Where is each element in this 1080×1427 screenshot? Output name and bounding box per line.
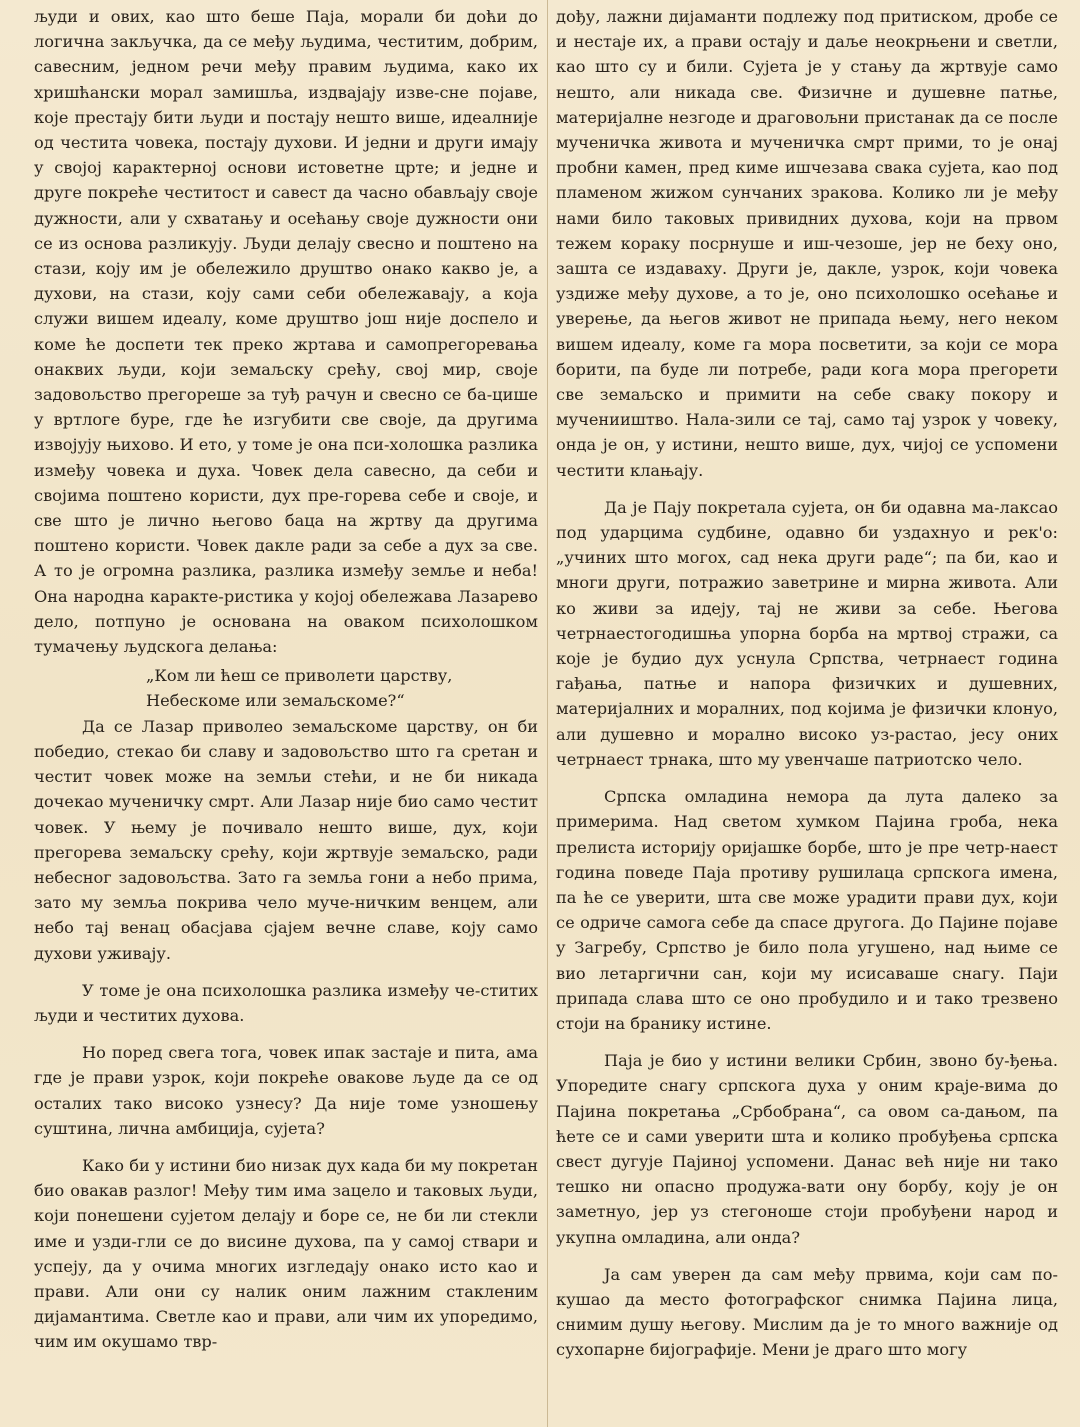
paragraph-left-3: У томе је она психолошка разлика између че-ститих људи и честитих духова.	[34, 980, 538, 1025]
paragraph-right-3: Српска омладина немора да лута далеко за примерима. Над светом хумком Пајина гроба, нека прелиста историју оријашке борбе, што је пре четр-наест година поведе Паја противу рушилаца српскога имена, па ће се уверити, шта све може урадити прави дух, који се одриче самога себе да спасе другога. До Пајине појаве у Загребу, Српство је било пола угушено, над њиме се вио летаргични сан, који му исисаваше снагу. Паји припада слава што се оно пробудило и и тако трезвено стоји на бранику истине.	[556, 787, 1058, 1033]
paragraph-left-5: Како би у истини био низак дух када би му покретан био овакав разлог! Међу тим има зацело и таковых људи, који понешени сујетом делају и боре се, не би ли стекли име и узди-гли се до висине духова, па у самој ствари и успеју, да у очима многих изгледају онако исто као и прави. Али они су налик оним лажним стакленим дијамантима. Светле као и прави, али чим их упоредимо, чим им окушамо твр-	[34, 1155, 538, 1352]
left-column	[34, 4, 538, 1355]
column-divider	[547, 0, 548, 1427]
paragraph-left-1: људи и ових, као што беше Паја, морали би доћи до логична закључка, да се међу људима, честитим, добрим, савесним, једном речи међу правим људима, како их хришћански морал замишља, издвајају изве-сне појаве, које престају бити људи и постају нешто више, идеалније од честита човека, постају духови. И једни и други имају у својој карактерној основи истоветне црте; и једне и друге покреће честитост и савест да часно обављају своје дужности, али у схватању и осећању своје дужности они се из основа разликују. Људи делају свесно и поштено на стази, коју им је обележило друштво онако какво је, а духови, на стази, коју сами себи обележавају, а која служи вишем идеалу, коме друштво још није доспело и коме ће доспети тек преко жртава и самопрегоревања онаквих људи, који земаљску срећу, свој мир, своје задовољство прегореше за туђ рачун и свесно се ба-цише у вртлоге буре, где ће изгубити све своје, да другима извојују њихово. И ето, у томе је она пси-холошка разлика између човека и духа. Човек дела савесно, да себи и својима поштено користи, дух пре-горева себе и своје, и све што је лично његово баца на жртву да другима поштено користи. Човек дакле ради за себе а дух за све. А то је огромна разлика, разлика између земље и неба! Она народна каракте-ристика у којој обележава Лазарево дело, потпуно је основана на оваком психолошком тумачењу људскога делања:	[34, 7, 538, 657]
paragraph-left-2: Да се Лазар приволео земаљскоме царству, он би победио, стекао би славу и задовољство што га сретан и честит човек може на земљи стећи, и не би никада дочекао мученичку смрт. Али Лазар није био само честит човек. У њему је почивало нешто више, дух, који прегорева земаљску срећу, који жртвује земаљско, ради небесног задовољства. Зато га земља гони а небо прима, зато му земља покрива чело муче-ничким венцем, али небо тај венац обасјава сјајем вечне славе, коју само духови уживају.	[34, 716, 538, 963]
paragraph-left-4: Но поред свега тога, човек ипак застаје и пита, ама где је прави узрок, који покреће овакове људе да се од осталих тако високо узнесу? Да није томе узношењу суштина, лична амбиција, сујета?	[34, 1043, 538, 1138]
paragraph-right-5: Ја сам уверен да сам међу првима, који сам по-кушао да место фотографског снимка Пајина лица, снимим душу његову. Мислим да је то много важније од сухопарне бијографије. Мени је драго што могу	[556, 1264, 1058, 1360]
verse-quote	[146, 663, 538, 713]
paragraph-right-4: Паја је био у истини велики Србин, звоно бу-ђења. Упоредите снагу српскога духа у оним краје-вима до Пајина покретања „Србобрана“, са овом са-дањом, па ћете се и сами уверити шта и колико пробуђења српска свест дугује Пајиној успомени. Данас већ није ни тако тешко ни опасно продужа-вати ону борбу, коју је он заметнуо, јер уз стегоноше стоји пробуђени народ и укупна омладина, али онда?	[556, 1051, 1058, 1247]
verse-line-1: „Ком ли ћеш се приволети царству,	[146, 666, 453, 686]
verse-line-2: Небескоме или земаљскоме?“	[146, 691, 405, 711]
paragraph-right-1: дођу, лажни дијаманти подлежу под притиском, дробе се и нестаје их, а прави остају и даље неокрњени и светли, као што су и били. Сујета је у стању да жртвује само нешто, али никада све. Физичне и душевне патње, материјалне незгоде и драговољни пристанак да се после мученичка живота и мученичка смрт прими, то је онај пробни камен, пред киме ишчезава свака сујета, као под пламеном жижом сунчаних зракова. Колико ли је међу нами било таковых привидних духова, који на првом тежем кораку посрнуше и иш-чезоше, јер не беху оно, зашта се издаваху. Други је, дакле, узрок, који човека уздиже међу духове, а то је, оно психолошко осећање и уверење, да његов живот не припада њему, него неком вишем идеалу, коме га мора посветити, за који се мора борити, па буде ли потребе, ради кога мора прегорети све земаљско и примити на себе сваку покору и мученииштво. Нала-зили се тај, само тај узрок у човеку, онда је он, у истини, нешто више, дух, чијој се успомени честити клањају.	[556, 7, 1058, 480]
paragraph-right-2: Да је Пају покретала сујета, он би одавна ма-лаксао под ударцима судбине, одавно би уздахнуо и рек'о: „учиних што могох, сад нека други раде“; па би, као и многи други, потражио заветрине и мирна живота. Али ко живи за идеју, тај не живи за себе. Његова четрнаестогодишња упорна борба на мртвој стражи, са које је будио дух уснула Српства, четрнаест година гађања, патње и напора физичких и душевних, материјалних и моралних, под којима је физички клонуо, али душевно и морално високо уз-растао, јесу оних четрнаест трнака, што му увенчаше патриотско чело.	[556, 497, 1058, 769]
right-column	[556, 4, 1058, 1363]
